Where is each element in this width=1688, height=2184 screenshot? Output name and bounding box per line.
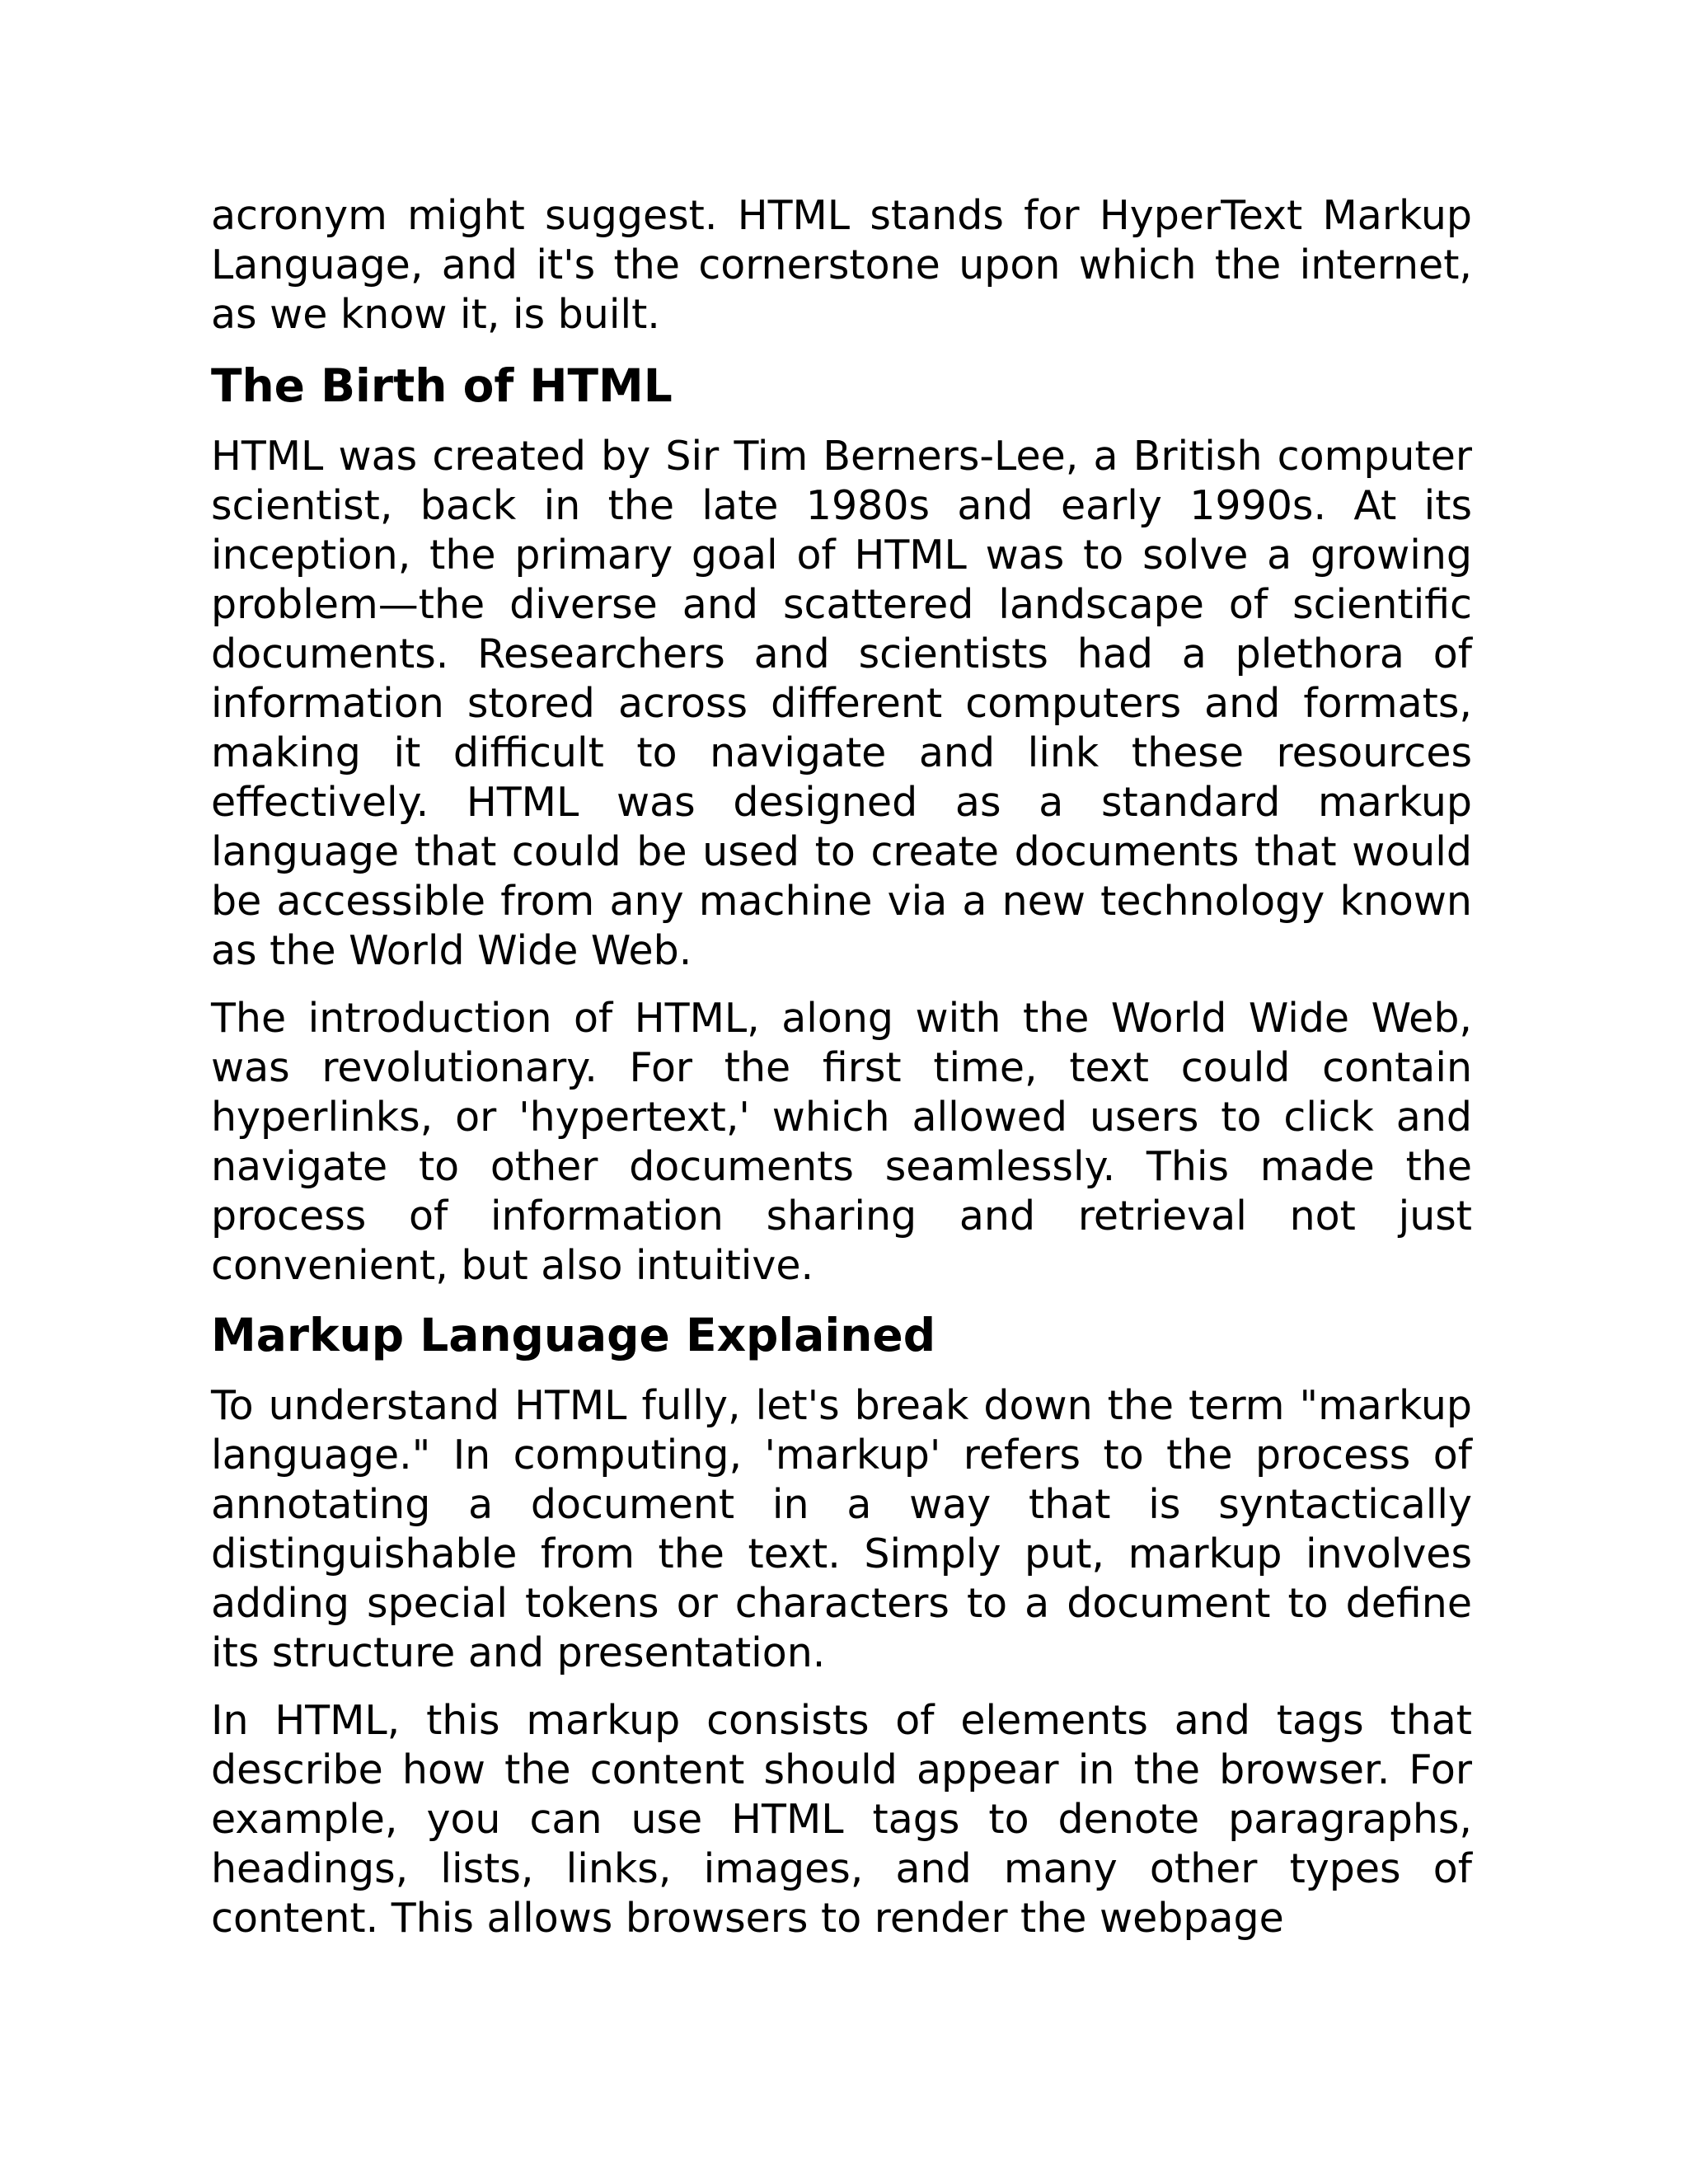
paragraph-birth-of-html: HTML was created by Sir Tim Berners-Lee, a British computer scientist, back in the late 1980s and early 1990s. At its inception, the primary goal of HTML was to solve a growing problem—the diverse and scattered landscape of scientific documents. Researchers and scientists had a plethora of information stored across different computers and formats, making it difficult to navigate and link these resources effectively. HTML was designed as a standard markup language that could be used to create documents that would be accessible from any machine via a new technology known as the World Wide Web.: [211, 433, 1472, 974]
heading-markup-language-explained: Markup Language Explained: [211, 1309, 936, 1361]
paragraph-html-markup-elements: In HTML, this markup consists of elements and tags that describe how the content should appear in the browser. For example, you can use HTML tags to denote paragraphs, headings, lists, links, images, and many other types of content. This allows browsers to render the webpage: [211, 1697, 1472, 1942]
heading-birth-of-html: The Birth of HTML: [211, 359, 673, 412]
paragraph-introduction-of-html: The introduction of HTML, along with the World Wide Web, was revolutionary. For the first time, text could contain hyperlinks, or 'hypertext,' which allowed users to click and navigate to other documents seamlessly. This made the process of information sharing and retrieval not just convenient, but also intuitive.: [211, 995, 1472, 1289]
paragraph-markup-definition: To understand HTML fully, let's break down the term "markup language." In computing, 'markup' refers to the process of annotating a document in a way that is syntactically distinguishable from the text. Simply put, markup involves adding special tokens or characters to a document to define its structure and presentation.: [211, 1382, 1472, 1676]
document-page: [211, 191, 1472, 1961]
paragraph-intro-continued: acronym might suggest. HTML stands for HyperText Markup Language, and it's the cornerstone upon which the internet, as we know it, is built.: [211, 192, 1472, 338]
